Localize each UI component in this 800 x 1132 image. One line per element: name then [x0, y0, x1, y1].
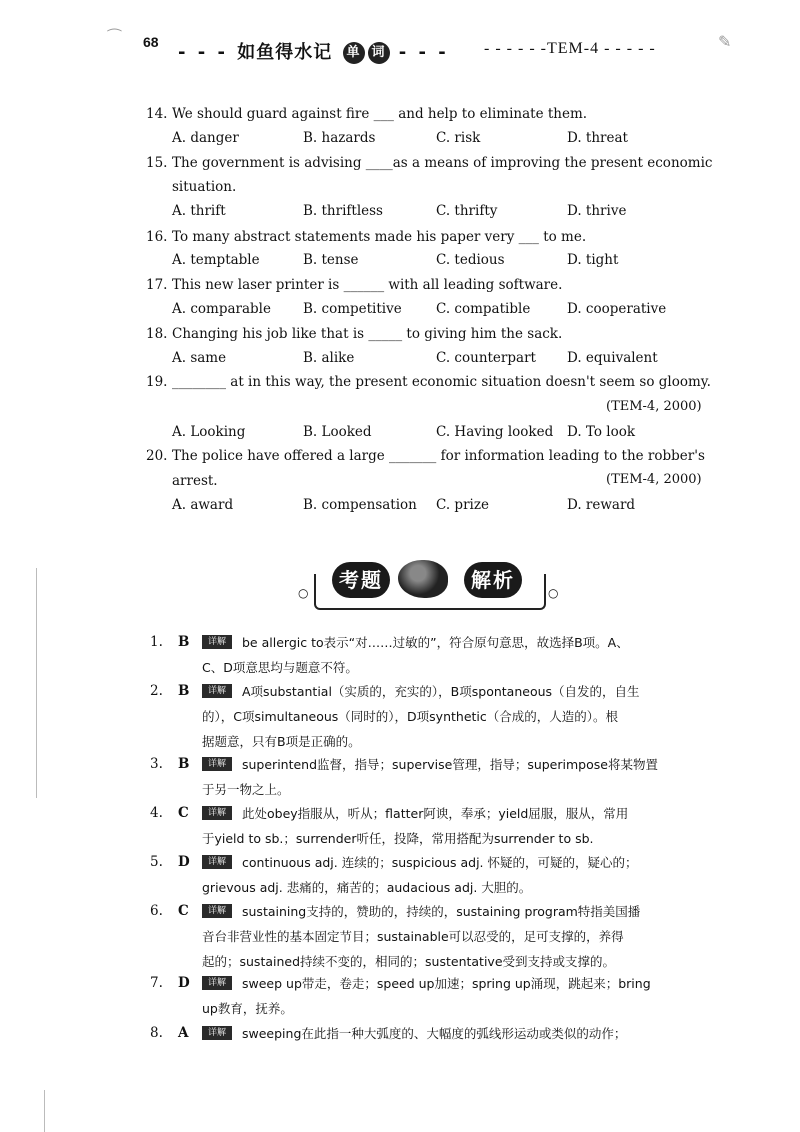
explanation-text-cont: grievous adj. 悲痛的，痛苦的；audacious adj. 大胆的。: [202, 880, 532, 895]
options-19: [172, 424, 712, 442]
question-17: [146, 277, 562, 294]
banner-ink-blob-icon: [398, 560, 448, 598]
question-19: [146, 374, 711, 391]
question-text: To many abstract statements made his paper very ___ to me.: [172, 229, 587, 245]
question-18: [146, 326, 562, 343]
option-c: C. Having looked: [436, 424, 554, 440]
explanation-text: sweep up带走，卷走；speed up加速；spring up涌现，跳起来；bring: [242, 976, 651, 991]
explanation-text-cont: 音台非营业性的基本固定节目；sustainable可以忍受的，足可支撑的，养得: [202, 929, 624, 944]
answer-letter: B: [178, 634, 190, 650]
answer-letter: C: [178, 903, 189, 919]
answer-letter: A: [178, 1025, 189, 1041]
scribble-mark: ⁀: [108, 28, 121, 47]
answer-letter: D: [178, 975, 190, 991]
scribble-mark: ✎: [718, 32, 732, 51]
option-a: A. comparable: [172, 301, 271, 317]
question-16: [146, 229, 586, 246]
explanation-tag: 详解: [202, 635, 232, 649]
answer-letter: D: [178, 854, 190, 870]
question-source: (TEM-4, 2000): [606, 472, 702, 487]
question-text: The police have offered a large _______ for information leading to the robber's: [172, 448, 705, 464]
options-16: [172, 252, 712, 270]
dash-right: - - -: [389, 42, 449, 63]
option-b: B. Looked: [303, 424, 372, 440]
question-number: 17.: [146, 277, 168, 293]
banner-bullet-left: ○: [298, 586, 309, 600]
explanation-tag: 详解: [202, 684, 232, 698]
explanation-text: continuous adj. 连续的；suspicious adj. 怀疑的，可疑的，疑心的；: [242, 855, 638, 870]
explanation-tag: 详解: [202, 806, 232, 820]
explanation-text: A项substantial（实质的，充实的），B项spontaneous（自发的，自生: [242, 684, 640, 699]
page-header: [0, 28, 800, 72]
explanation-tag: 详解: [202, 757, 232, 771]
answer-number: 8.: [150, 1025, 163, 1041]
question-14: [146, 106, 587, 123]
question-source: (TEM-4, 2000): [606, 399, 702, 414]
explanation-text: be allergic to表示“对……过敏的”，符合原句意思，故选择B项。A、: [242, 635, 629, 650]
question-text: Changing his job like that is _____ to giving him the sack.: [172, 326, 563, 342]
answer-number: 7.: [150, 975, 163, 991]
explanation-text-cont: 据题意，只有B项是正确的。: [202, 734, 361, 749]
question-continuation: arrest.: [172, 473, 218, 489]
option-c: C. counterpart: [436, 350, 536, 366]
explanation-text-cont: 起的；sustained持续不变的，相同的；sustentative受到支持或支撑的。: [202, 954, 616, 969]
option-c: C. thrifty: [436, 203, 498, 219]
banner-word-left: 考题: [332, 562, 390, 598]
options-20: [172, 497, 712, 515]
answer-letter: B: [178, 683, 190, 699]
answer-letter: C: [178, 805, 189, 821]
scan-margin-line: [36, 568, 37, 798]
option-b: B. tense: [303, 252, 359, 268]
option-d: D. cooperative: [567, 301, 667, 317]
option-a: A. thrift: [172, 203, 226, 219]
dash-left: - - -: [178, 42, 238, 63]
option-d: D. threat: [567, 130, 628, 146]
question-text: We should guard against fire ___ and help to eliminate them.: [172, 106, 588, 122]
option-b: B. alike: [303, 350, 355, 366]
option-d: D. To look: [567, 424, 636, 440]
options-17: [172, 301, 712, 319]
question-text: This new laser printer is ______ with all leading software.: [172, 277, 563, 293]
question-number: 16.: [146, 229, 168, 245]
question-20: [146, 448, 705, 465]
option-b: B. compensation: [303, 497, 417, 513]
explanation-text-cont: 的），C项simultaneous（同时的），D项synthetic（合成的，人造的）。根: [202, 709, 619, 724]
answer-number: 1.: [150, 634, 163, 650]
explanation-tag: 详解: [202, 855, 232, 869]
banner-word-right: 解析: [464, 562, 522, 598]
explanation-tag: 详解: [202, 1026, 232, 1040]
explanation-tag: 详解: [202, 976, 232, 990]
explanation-text: superintend监督，指导；supervise管理，指导；superimpose将某物置: [242, 757, 658, 772]
answer-letter: B: [178, 756, 190, 772]
option-a: A. Looking: [172, 424, 246, 440]
option-a: A. temptable: [172, 252, 260, 268]
question-text: The government is advising ____as a means of improving the present economic: [172, 155, 713, 171]
question-number: 15.: [146, 155, 168, 171]
options-15: [172, 203, 712, 221]
exam-tag: - - - - - -TEM-4 - - - - -: [484, 40, 656, 57]
exam-name: TEM-4: [546, 40, 600, 57]
explanation-text: sustaining支持的，赞助的，持续的，sustaining program特指美国播: [242, 904, 641, 919]
banner-bullet-right: ○: [548, 586, 559, 600]
option-a: A. same: [172, 350, 227, 366]
explanation-text-cont: up教育，抚养。: [202, 1001, 293, 1016]
explanation-text-cont: 于yield to sb.；surrender听任，投降，常用搭配为surrender to sb.: [202, 831, 594, 846]
title-char-circle-1: 单: [343, 42, 365, 64]
option-c: C. risk: [436, 130, 481, 146]
answer-number: 4.: [150, 805, 163, 821]
explanation-text-cont: 于另一物之上。: [202, 782, 290, 797]
option-d: D. thrive: [567, 203, 627, 219]
option-c: C. compatible: [436, 301, 531, 317]
question-15: [146, 155, 712, 172]
option-b: B. hazards: [303, 130, 376, 146]
explanation-text: 此处obey指服从，听从；flatter阿谀，奉承；yield屈服，服从，常用: [242, 806, 629, 821]
page-number: 68: [143, 34, 159, 50]
question-text: ________ at in this way, the present economic situation doesn't seem so gloomy.: [172, 374, 711, 390]
question-number: 19.: [146, 374, 168, 390]
explanation-text: sweeping在此指一种大弧度的、大幅度的弧线形运动或类似的动作；: [242, 1026, 627, 1041]
title-char-circle-2: 词: [368, 42, 390, 64]
answer-number: 2.: [150, 683, 163, 699]
book-title: [178, 38, 449, 64]
options-18: [172, 350, 712, 368]
option-c: C. prize: [436, 497, 489, 513]
option-d: D. tight: [567, 252, 619, 268]
option-d: D. equivalent: [567, 350, 658, 366]
options-14: [172, 130, 712, 148]
explanation-tag: 详解: [202, 904, 232, 918]
question-continuation: situation.: [172, 179, 237, 195]
scan-margin-line: [44, 1090, 45, 1132]
question-number: 18.: [146, 326, 168, 342]
option-b: B. thriftless: [303, 203, 383, 219]
section-banner: [296, 560, 562, 618]
book-title-text: 如鱼得水记: [237, 42, 333, 63]
answer-number: 6.: [150, 903, 163, 919]
option-c: C. tedious: [436, 252, 505, 268]
option-a: A. danger: [172, 130, 239, 146]
answer-number: 5.: [150, 854, 163, 870]
option-b: B. competitive: [303, 301, 402, 317]
question-number: 20.: [146, 448, 168, 464]
explanation-text-cont: C、D项意思均与题意不符。: [202, 660, 358, 675]
option-a: A. award: [172, 497, 234, 513]
option-d: D. reward: [567, 497, 636, 513]
answer-number: 3.: [150, 756, 163, 772]
question-number: 14.: [146, 106, 168, 122]
